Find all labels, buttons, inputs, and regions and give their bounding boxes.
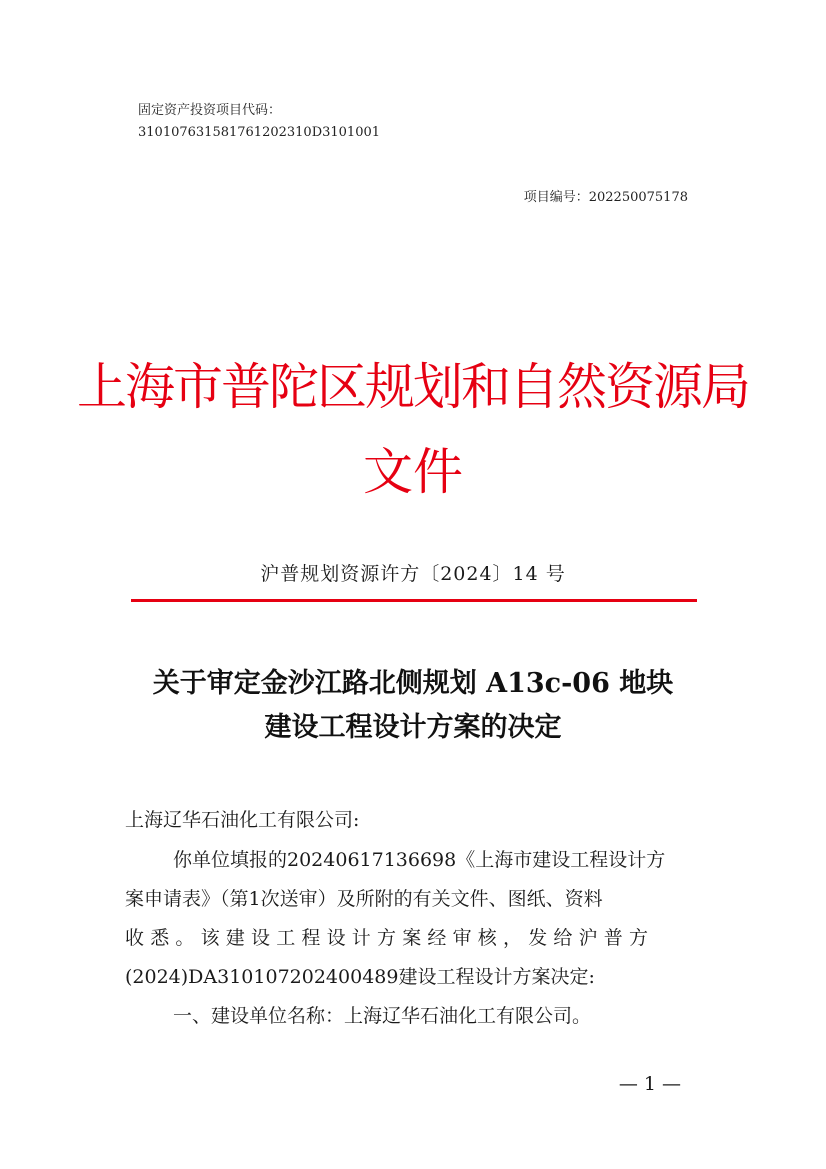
document-number: 沪普规划资源许方〔2024〕14 号 — [260, 563, 566, 585]
body-paragraph-line: 案申请表》（第1次送审）及所附的有关文件、图纸、资料 — [125, 888, 603, 910]
document-kind: 文件 — [363, 443, 463, 501]
red-divider — [131, 599, 697, 602]
page-number: — 1 — — [618, 1073, 681, 1095]
addressee: 上海辽华石油化工有限公司: — [125, 809, 360, 831]
fixed-asset-code: 310107631581761202310D3101001 — [138, 125, 381, 140]
fixed-asset-code-label: 固定资产投资项目代码： — [138, 103, 282, 118]
body-item-1: 一、建设单位名称：上海辽华石油化工有限公司。 — [173, 1005, 592, 1027]
body-paragraph-line: (2024)DA310107202400489建设工程设计方案决定: — [125, 966, 595, 988]
project-number: 项目编号：202250075178 — [523, 190, 688, 205]
body-paragraph-line: 你单位填报的20240617136698《上海市建设工程设计方 — [173, 849, 666, 871]
issuer-name: 上海市普陀区规划和自然资源局 — [77, 358, 749, 416]
document-title-line-1: 关于审定金沙江路北侧规划 A13c-06 地块 — [152, 668, 674, 699]
body-paragraph-line: 收悉。该建设工程设计方案经审核，发给沪普方 — [125, 927, 655, 949]
document-title-line-2: 建设工程设计方案的决定 — [264, 712, 562, 743]
